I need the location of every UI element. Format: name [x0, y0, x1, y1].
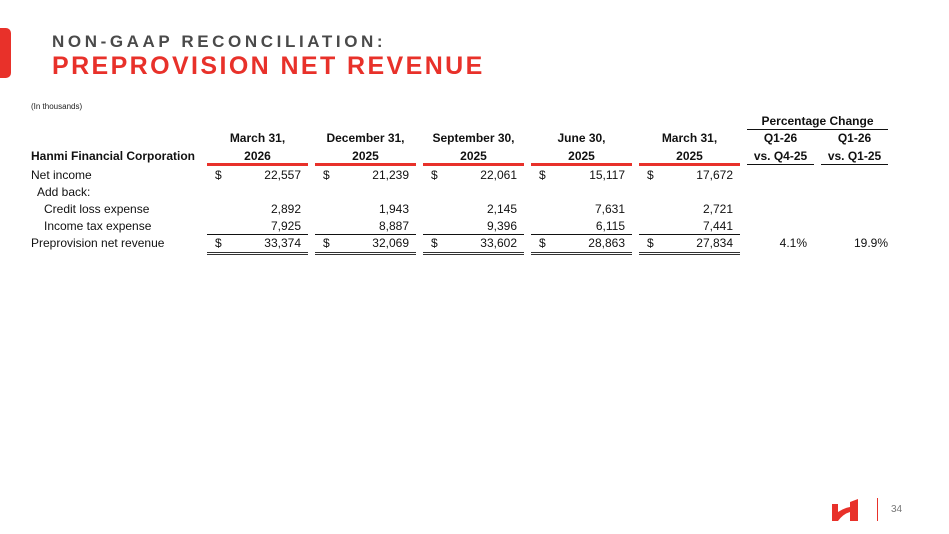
- currency-symbol: $: [431, 168, 438, 182]
- column-header-line1: December 31,: [326, 131, 405, 145]
- value-cell: 6,115: [595, 219, 625, 233]
- pct-change-cell: 19.9%: [853, 236, 888, 250]
- column-header-rule: [423, 163, 524, 166]
- currency-symbol: $: [323, 236, 330, 250]
- total-double-rule: [207, 252, 308, 255]
- hanmi-logo-icon: [832, 499, 858, 521]
- pct-column-rule: [821, 164, 888, 165]
- row-label: Preprovision net revenue: [31, 236, 165, 250]
- footer-separator: [877, 498, 878, 521]
- value-cell: 22,061: [480, 168, 517, 182]
- column-header-line2: 2025: [568, 149, 595, 163]
- currency-symbol: $: [647, 236, 654, 250]
- pct-change-group-header: Percentage Change: [761, 114, 874, 128]
- row-label: Credit loss expense: [44, 202, 150, 216]
- row-header-label: Hanmi Financial Corporation: [31, 149, 196, 163]
- value-cell: 2,145: [486, 202, 517, 216]
- value-cell: 32,069: [372, 236, 409, 250]
- value-cell: 7,925: [270, 219, 301, 233]
- column-header-line1: March 31,: [661, 131, 718, 145]
- subtotal-rule: [207, 234, 308, 235]
- column-header-line2: 2025: [460, 149, 487, 163]
- value-cell: 7,441: [702, 219, 733, 233]
- value-cell: 28,863: [588, 236, 625, 250]
- value-cell: 33,374: [264, 236, 301, 250]
- value-cell: 8,887: [378, 219, 409, 233]
- value-cell: 2,892: [270, 202, 301, 216]
- value-cell: 1,943: [378, 202, 409, 216]
- total-double-rule: [639, 252, 740, 255]
- currency-symbol: $: [431, 236, 438, 250]
- subtotal-rule: [639, 234, 740, 235]
- column-header-line1: March 31,: [229, 131, 286, 145]
- pct-column-header-line2: vs. Q4-25: [753, 149, 808, 163]
- slide-title-line2: PREPROVISION NET REVENUE: [52, 52, 485, 80]
- row-label: Add back:: [37, 185, 91, 199]
- row-label: Income tax expense: [44, 219, 152, 233]
- currency-symbol: $: [215, 236, 222, 250]
- pct-column-header-line2: vs. Q1-25: [827, 149, 882, 163]
- value-cell: 7,631: [594, 202, 625, 216]
- pct-change-group-rule: [747, 129, 888, 130]
- column-header-line2: 2025: [352, 149, 379, 163]
- column-header-line2: 2025: [676, 149, 703, 163]
- value-cell: 22,557: [264, 168, 301, 182]
- subtotal-rule: [315, 234, 416, 235]
- value-cell: 27,834: [696, 236, 733, 250]
- row-label: Net income: [31, 168, 92, 182]
- value-cell: 9,396: [486, 219, 517, 233]
- column-header-line1: June 30,: [557, 131, 606, 145]
- value-cell: 17,672: [696, 168, 733, 182]
- page-number: 34: [891, 504, 903, 515]
- value-cell: 21,239: [372, 168, 409, 182]
- column-header-rule: [531, 163, 632, 166]
- column-header-line2: 2026: [244, 149, 271, 163]
- pct-change-cell: 4.1%: [779, 236, 807, 250]
- column-header-rule: [315, 163, 416, 166]
- subtotal-rule: [423, 234, 524, 235]
- pct-column-header-line1: Q1-26: [763, 131, 798, 145]
- currency-symbol: $: [215, 168, 222, 182]
- value-cell: 33,602: [480, 236, 517, 250]
- total-double-rule: [423, 252, 524, 255]
- currency-symbol: $: [323, 168, 330, 182]
- currency-symbol: $: [647, 168, 654, 182]
- column-header-line1: September 30,: [432, 131, 515, 145]
- subtotal-rule: [531, 234, 632, 235]
- total-double-rule: [531, 252, 632, 255]
- column-header-rule: [207, 163, 308, 166]
- column-header-rule: [639, 163, 740, 166]
- total-double-rule: [315, 252, 416, 255]
- currency-symbol: $: [539, 236, 546, 250]
- pct-column-header-line1: Q1-26: [837, 131, 872, 145]
- value-cell: 15,117: [589, 168, 625, 182]
- currency-symbol: $: [539, 168, 546, 182]
- value-cell: 2,721: [702, 202, 733, 216]
- units-note: (In thousands): [31, 102, 83, 111]
- slide-title-line1: NON-GAAP RECONCILIATION:: [52, 32, 387, 51]
- pct-column-rule: [747, 164, 814, 165]
